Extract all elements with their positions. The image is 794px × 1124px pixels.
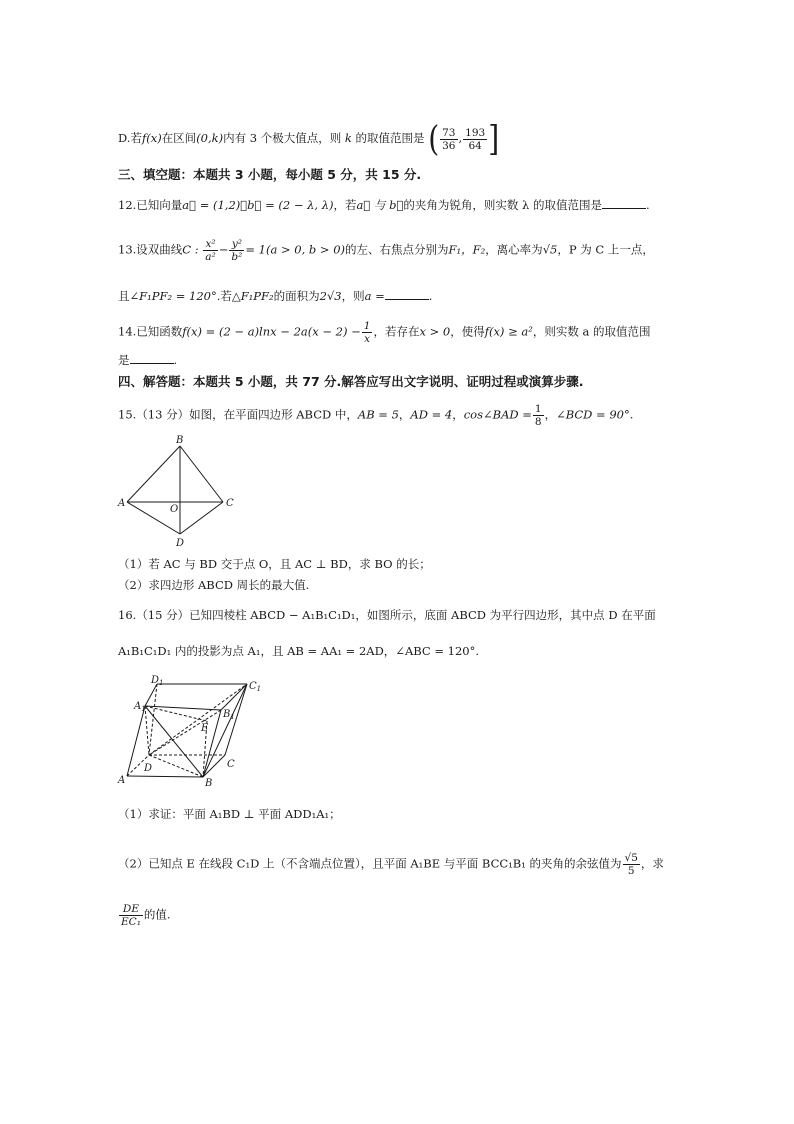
fraction-sqrt5-5: $\frac{√5}{5}$ — [624, 852, 638, 877]
fraction-1-8: $\frac{1}{8}$ — [534, 403, 542, 428]
fraction-de-ec1: $\frac{DE}{\text{EC₁}}$ — [121, 903, 141, 928]
question-12: 12.已知向量a⃗ = (1,2)，b⃗ = (2 − λ, λ)，若a⃗ 与 b⃗的夹角为锐角，则实数 λ 的取值范围是 . — [118, 198, 650, 212]
question-15-part-1: （1）若 AC 与 BD 交于点 O，且 AC ⊥ BD，求 BO 的长； — [118, 557, 431, 571]
label-b: B — [176, 435, 184, 446]
label-d: D — [144, 763, 153, 774]
label-c: C — [227, 759, 235, 770]
label-d: D — [176, 538, 185, 549]
question-14-line-2: 是 . — [118, 353, 178, 367]
quadrilateral-figure — [115, 430, 245, 550]
question-15-part-2: （2）求四边形 ABCD 周长的最大值. — [118, 578, 310, 592]
answer-blank[interactable] — [602, 197, 646, 209]
question-13: 13.设双曲线C : $\frac{\text{x²}}{\text{a²}}$ − $\frac{\text{y²}}{\text{b²}}$ = 1(a > 0, b > 0)的左、右焦点分别为F₁，F₂，离心率为√5，P 为 C 上一点， — [118, 238, 654, 263]
label-o: O — [170, 504, 179, 515]
section-4-heading: 四、解答题：本题共 5 小题，共 77 分.解答应写出文字说明、证明过程或演算步骤. — [118, 374, 584, 389]
segment-a1e-hidden — [145, 706, 207, 721]
edge-a1b1 — [145, 706, 221, 710]
section-3-heading: 三、填空题：本题共 3 小题，每小题 5 分，共 15 分. — [118, 167, 422, 182]
question-16: 16.（15 分）已知四棱柱 ABCD − A₁B₁C₁D₁，如图所示，底面 ABCD 为平行四边形，其中点 D 在平面 — [118, 608, 656, 622]
edge-bc — [180, 446, 223, 502]
label-e: E — [201, 723, 209, 734]
segment-b1d-hidden — [149, 710, 221, 755]
segment-a1d-hidden — [145, 706, 149, 755]
segment-c1b — [203, 684, 247, 777]
question-16-part-1: （1）求证：平面 A₁BD ⊥ 平面 ADD₁A₁； — [118, 807, 341, 821]
question-16-line-2: A₁B₁C₁D₁ 内的投影为点 A₁，且 AB = AA₁ = 2AD，∠ABC = 120°. — [118, 644, 480, 658]
question-15: 15.（13 分）如图，在平面四边形 ABCD 中，AB = 5，AD = 4，cos∠BAD = $\frac{1}{8}$ ，∠BCD = 90°. — [118, 403, 634, 428]
question-13-line-2: 且∠F₁PF₂ = 120°.若△F₁PF₂的面积为2√3，则a = . — [118, 289, 433, 303]
segment-db-hidden — [149, 755, 203, 777]
left-paren: ( — [428, 117, 440, 159]
answer-blank[interactable] — [130, 352, 174, 364]
option-d: D.若f(x)在区间(0,k)内有 3 个极大值点，则 k 的取值范围是 ( $\frac{73}{36}$ , $\frac{193}{64}$ ] — [118, 117, 500, 159]
fraction-x2-a2: $\frac{\text{x²}}{\text{a²}}$ — [205, 238, 216, 263]
fraction-y2-b2: $\frac{\text{y²}}{\text{b²}}$ — [231, 238, 243, 263]
edge-d1a1 — [145, 684, 157, 706]
right-bracket: ] — [488, 117, 500, 159]
label-b: B — [205, 778, 213, 788]
label-a1: $A_1$ — [134, 701, 146, 713]
label-c: C — [226, 498, 234, 509]
label-c1: $C_1$ — [249, 681, 262, 693]
edge-ab-base — [127, 776, 203, 777]
question-16-part-2-line-2: $\frac{DE}{\text{EC₁}}$ 的值. — [121, 903, 171, 928]
label-a: A — [118, 775, 126, 786]
fraction-73-36: $\frac{73}{36}$ — [442, 126, 456, 152]
prism-figure — [115, 673, 265, 788]
question-14: 14.已知函数f(x) = (2 − a)lnx − 2a(x − 2) − $\frac{1}{x}$ ，若存在x > 0，使得f(x) ≥ a²，则实数 a 的取值范围 — [118, 320, 651, 345]
edge-cd — [180, 502, 223, 534]
label-b1: $B_1$ — [223, 709, 235, 721]
label-a: A — [118, 498, 126, 509]
label-d1: $D_1$ — [151, 675, 164, 687]
answer-blank[interactable] — [385, 288, 429, 300]
fraction-1-x: $\frac{1}{x}$ — [363, 320, 371, 345]
edge-a1a — [127, 706, 145, 776]
edge-ab — [127, 446, 180, 502]
fraction-193-64: $\frac{193}{64}$ — [465, 126, 486, 152]
question-16-part-2: （2）已知点 E 在线段 C₁D 上（不含端点位置），且平面 A₁BE 与平面 BCC₁B₁ 的夹角的余弦值为 $\frac{√5}{5}$ ，求 — [118, 852, 664, 877]
